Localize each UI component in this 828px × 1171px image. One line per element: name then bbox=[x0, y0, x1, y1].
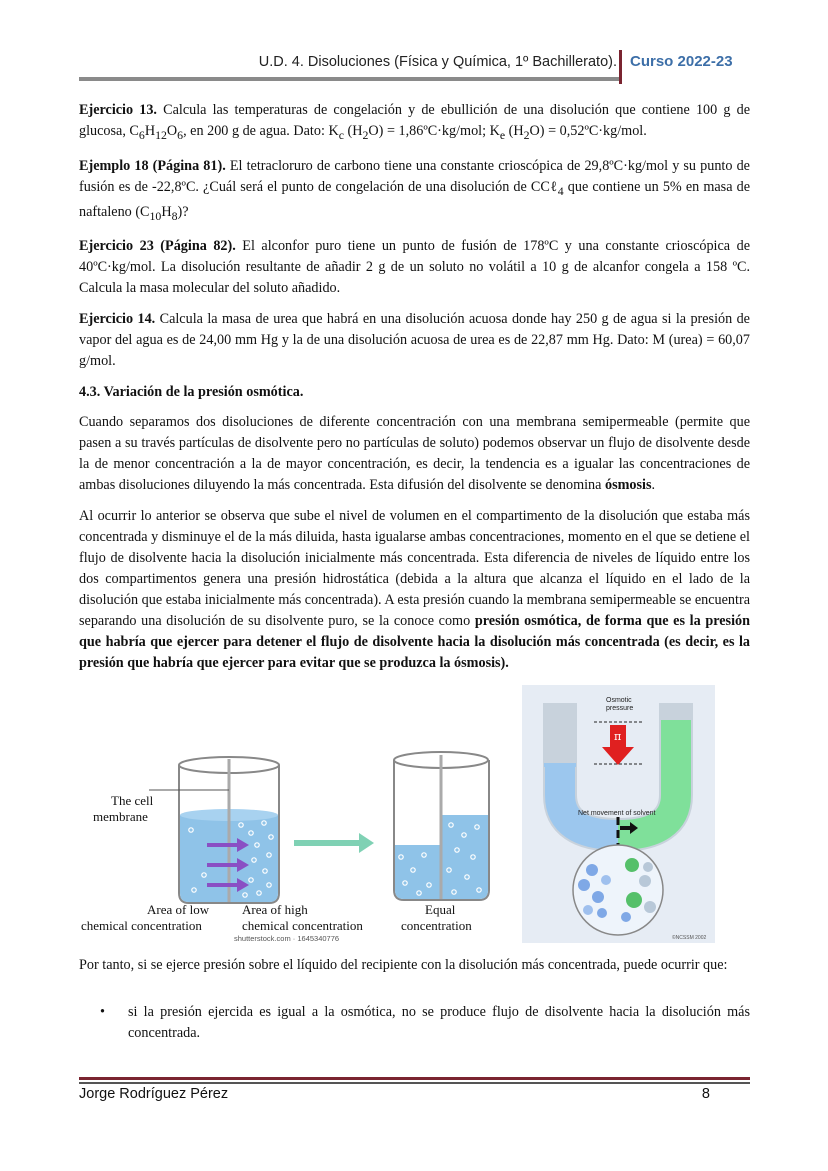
u-tube-diagram bbox=[522, 685, 715, 943]
osmotic-label-2: pressure bbox=[606, 705, 634, 712]
example-18: Ejemplo 18 (Página 81). El tetracloruro de carbono tiene una constante crioscópica de 29,8ºC·kg/mol y su punto de fusión es de -22,8ºC. ¿Cuál será el punto de congelación de una disolución de CCℓ$_4$ que contiene un 5% en masa de naftaleno $(C_{10}H_8)$? bbox=[79, 157, 750, 223]
paragraph-osmosis: Cuando separamos dos disoluciones de diferente concentración con una membrana semipermeable (permite que pasen a su través partículas de disolvente pero no partículas de soluto) podemos observar un flujo de disolvente desde la de menor concentración a la de mayor concentración, es decir, la tendencia es a igualar las concentraciones de ambas disoluciones diluyendo la más concentrada. Esta difusión del disolvente se denomina ósmosis. bbox=[79, 414, 750, 494]
shutterstock-credit: shutterstock.com · 1645340776 bbox=[234, 934, 340, 943]
page-header bbox=[0, 50, 828, 80]
header-rule bbox=[79, 77, 619, 81]
pi-symbol: π bbox=[614, 730, 622, 743]
low-label-2: chemical concentration bbox=[81, 918, 202, 933]
page-footer bbox=[79, 1077, 750, 1102]
footer-rule-top bbox=[79, 1077, 750, 1080]
membrane-label-2: membrane bbox=[93, 809, 148, 824]
beaker-after bbox=[394, 752, 489, 900]
ncssm-credit: ©NCSSM 2002 bbox=[672, 935, 707, 941]
high-label-2: chemical concentration bbox=[242, 918, 363, 933]
high-label-1: Area of high bbox=[242, 902, 308, 917]
beaker-diagram bbox=[79, 685, 499, 947]
bullet-dot: • bbox=[100, 1004, 105, 1020]
osmosis-arrows bbox=[207, 838, 249, 892]
transition-arrow bbox=[294, 833, 374, 853]
page-number: 8 bbox=[701, 1086, 710, 1102]
exercise-14-label: Ejercicio 14. bbox=[79, 311, 156, 328]
footer-rule-bottom bbox=[79, 1082, 750, 1084]
paragraph-osmotic-pressure: Al ocurrir lo anterior se observa que sube el nivel de volumen en el compartimento de la disolución que estaba más concentrada y disminuye el de la más diluida, hasta igualarse ambas concentraciones, momento en el que se detiene el flujo de disolvente hacia la disolución inicialmente más concentrada. Esta diferencia de niveles de líquido entre los dos compartimentos genera una presión hidrostática (debida a la altura que alcanza el líquido en el lado de la disolución que estaba inicialmente más concentrada). A esta presión cuando la membrana semipermeable se encuentra separando una disolución de su disolvente puro, se la conoce como presión osmótica, de forma que es la presión que habría que ejercer para detener el flujo de disolvente hacia la disolución más concentrada (es decir, es la presión que habría que ejercer para evitar que se produzca la ósmosis). bbox=[79, 508, 750, 672]
header-divider bbox=[619, 50, 622, 84]
header-course: Curso 2022-23 bbox=[630, 53, 733, 70]
osmotic-label-1: Osmotic bbox=[606, 697, 632, 704]
bullet-text: si la presión ejercida es igual a la osmótica, no se produce flujo de disolvente hacia la disolución más concentrada. bbox=[128, 1004, 750, 1041]
exercise-14: Ejercicio 14. Calcula la masa de urea que habrá en una disolución acuosa donde hay 250 g de agua si la presión de vapor del agua es de 24,00 mm Hg y la de una disolución acuosa de urea es de 22,87 mm Hg. Dato: M (urea) = 60,07 g/mol. bbox=[79, 311, 750, 370]
equal-label-2: concentration bbox=[401, 918, 472, 933]
low-label-1: Area of low bbox=[147, 902, 210, 917]
exercise-13-label: Ejercicio 13. bbox=[79, 102, 157, 118]
beaker-before bbox=[149, 757, 279, 903]
figures-row bbox=[79, 685, 750, 947]
paragraph-therefore: Por tanto, si se ejerce presión sobre el líquido del recipiente con la disolución más concentrada, puede ocurrir que: bbox=[79, 957, 728, 973]
membrane-label-1: The cell bbox=[111, 793, 154, 808]
section-title: 4.3. Variación de la presión osmótica. bbox=[79, 384, 304, 401]
main-content bbox=[79, 100, 750, 684]
exercise-23-label: Ejercicio 23 (Página 82). bbox=[79, 238, 236, 255]
exercise-13: Ejercicio 13. Calcula las temperaturas de congelación y de ebullición de una disolución que contiene 100 g de glucosa, $C_6H_{12}O_6$, en 200 g de agua. Dato: $K_c$ $(H_2O)$ = 1,86ºC·kg/mol; $K_e$ $(H_2O)$ = 0,52ºC·kg/mol. bbox=[79, 102, 750, 142]
exercise-23: Ejercicio 23 (Página 82). El alconfor puro tiene un punto de fusión de 178ºC y una constante crioscópica de 40ºC·kg/mol. La disolución resultante de añadir 2 g de un soluto no volátil a 10 g de alcanfor congela a 158 ºC. Calcula la masa molecular del soluto añadido. bbox=[79, 238, 750, 297]
example-18-label: Ejemplo 18 (Página 81). bbox=[79, 157, 226, 174]
net-movement-label: Net movement of solvent bbox=[578, 810, 656, 817]
equal-label-1: Equal bbox=[425, 902, 456, 917]
footer-author: Jorge Rodríguez Pérez bbox=[79, 1086, 229, 1102]
header-title: U.D. 4. Disoluciones (Física y Química, 1º Bachillerato). bbox=[258, 54, 617, 70]
